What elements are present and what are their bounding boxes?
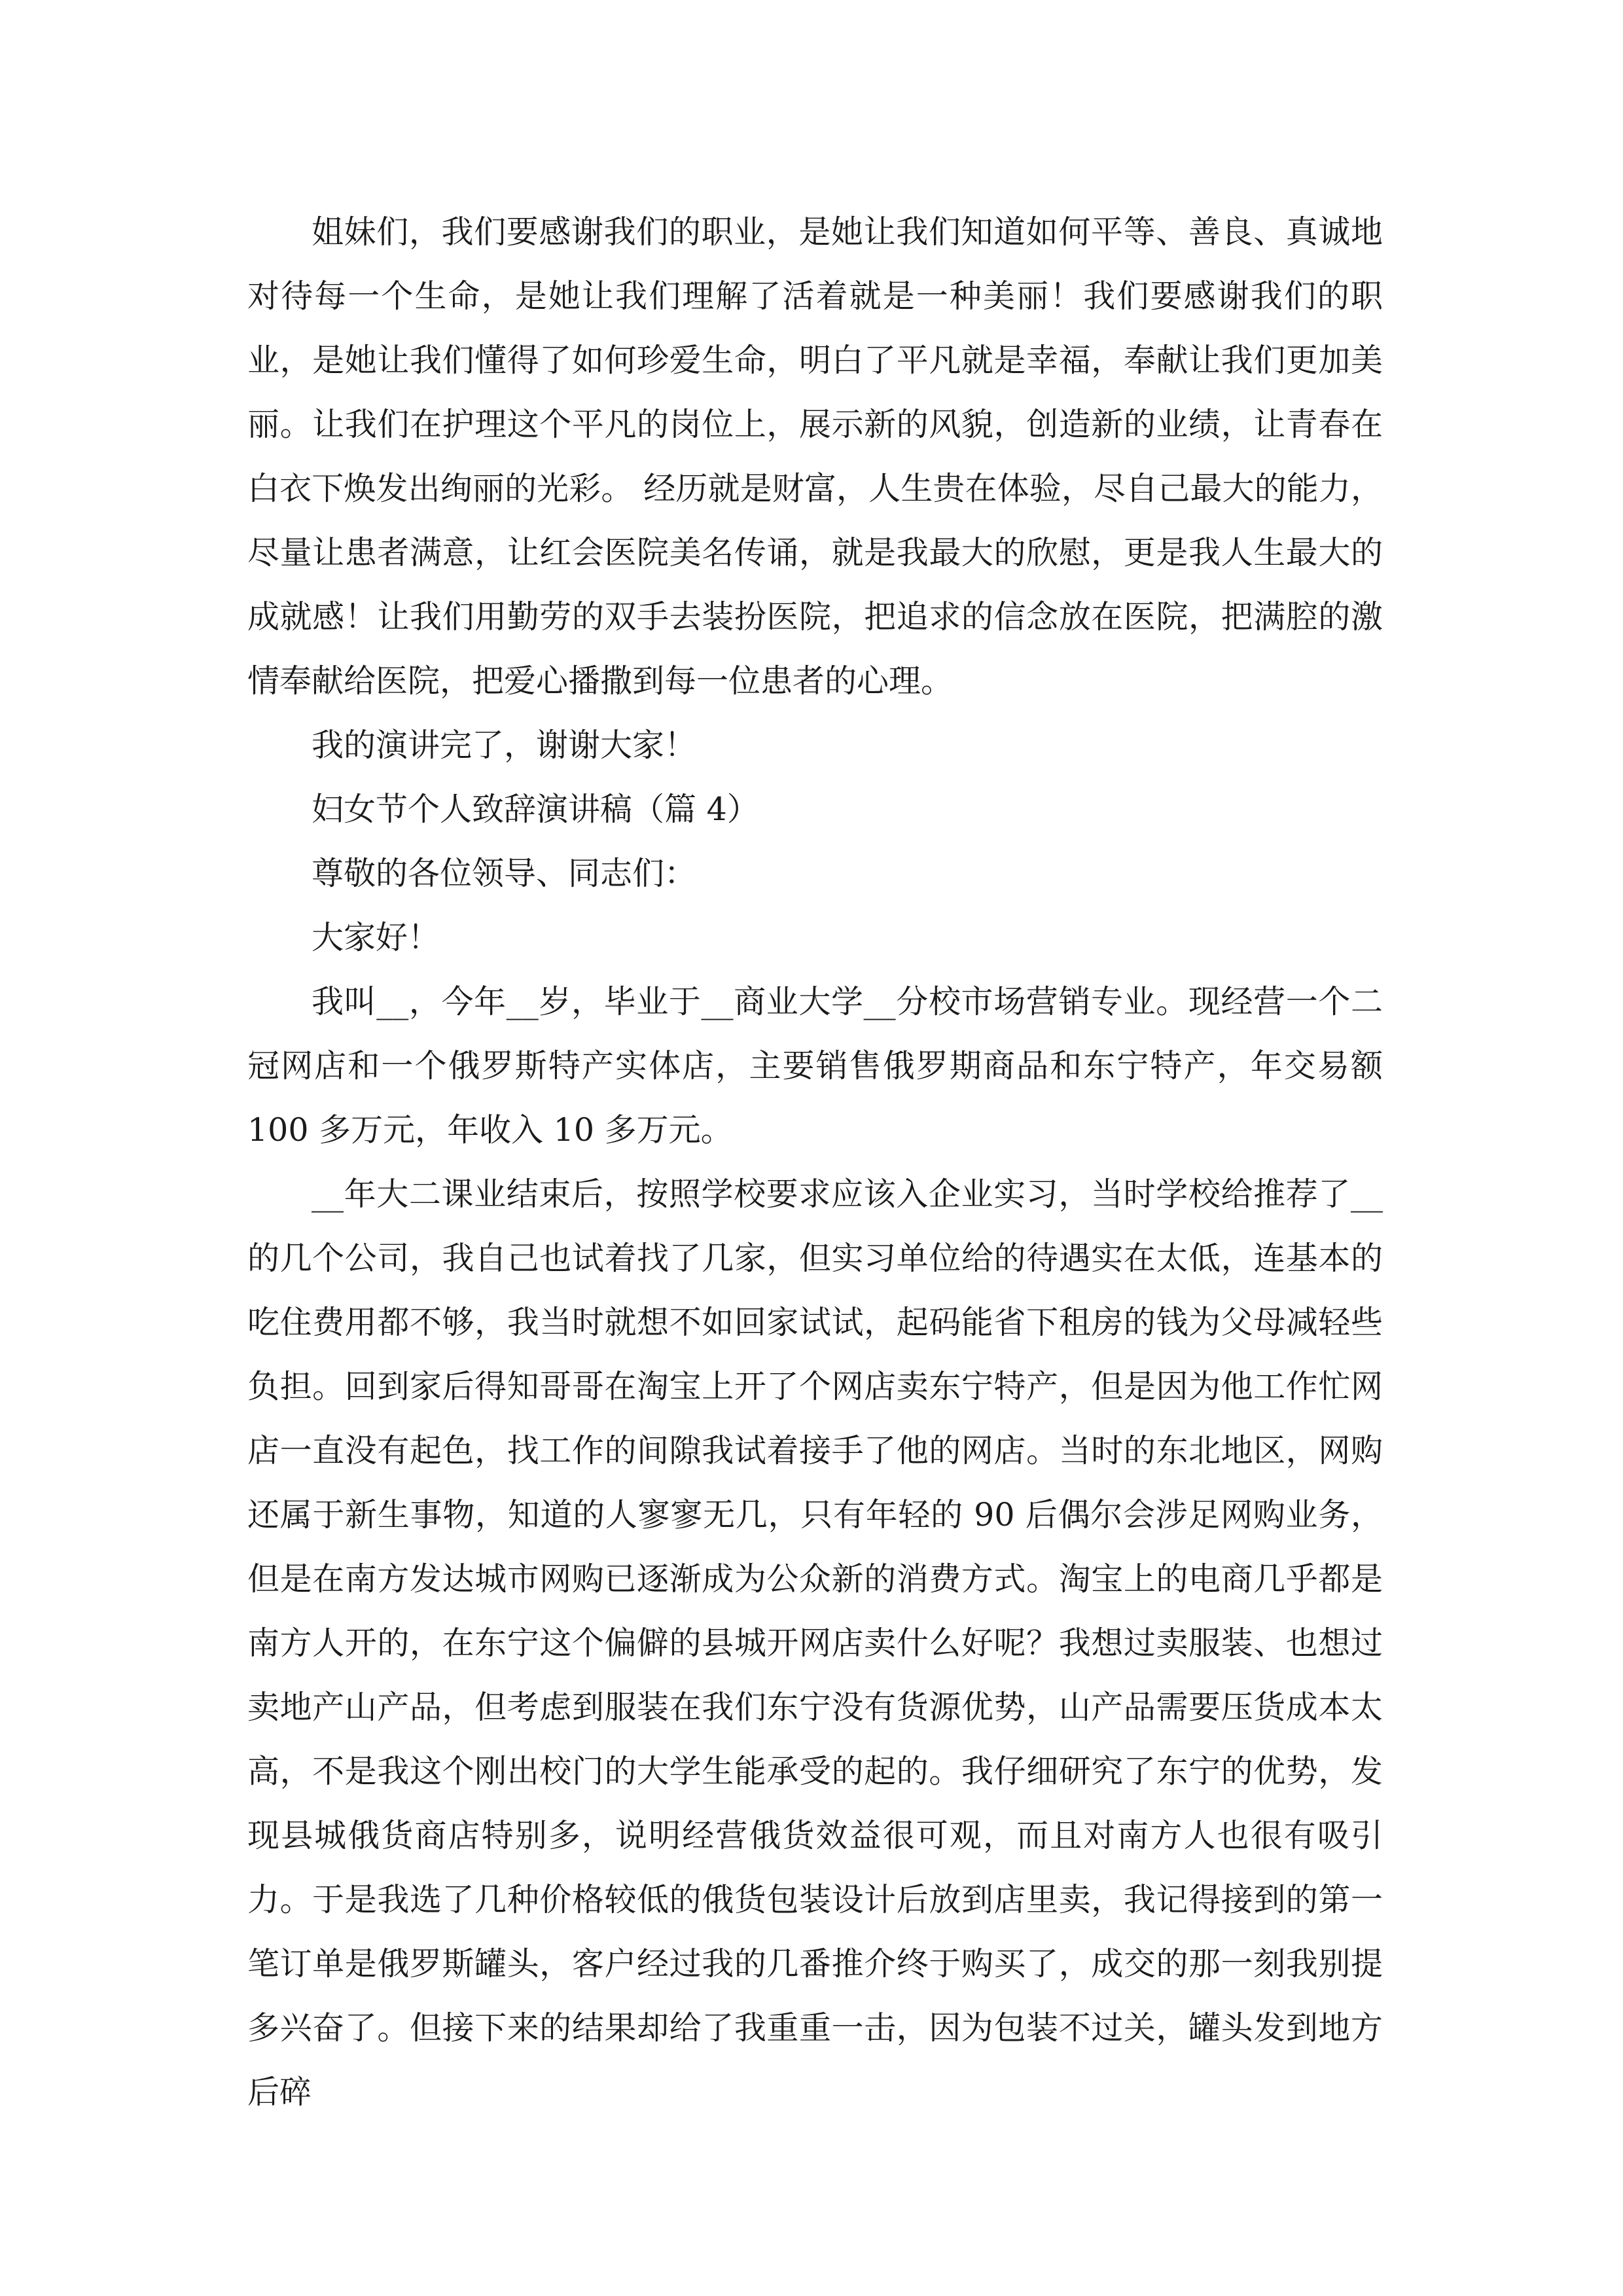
paragraph-introduction: 我叫__，今年__岁，毕业于__商业大学__分校市场营销专业。现经营一个二冠网店和一个俄罗斯特产实体店，主要销售俄罗期商品和东宁特产，年交易额 100 多万元，年收入 10 多万元。: [247, 983, 1383, 1149]
section-title: 妇女节个人致辞演讲稿（篇 4）: [312, 791, 759, 828]
paragraph-story: __年大二课业结束后，按照学校要求应该入企业实习，当时学校给推荐了__的几个公司，我自己也试着找了几家，但实习单位给的待遇实在太低，连基本的吃住费用都不够，我当时就想不如回家试试，起码能省下租房的钱为父母减轻些负担。回到家后得知哥哥在淘宝上开了个网店卖东宁特产，但是因为他工作忙网店一直没有起色，找工作的间隙我试着接手了他的网店。当时的东北地区，网购还属于新生事物，知道的人寥寥无几，只有年轻的 90 后偶尔会涉足网购业务，但是在南方发达城市网购已逐渐成为公众新的消费方式。淘宝上的电商几乎都是南方人开的，在东宁这个偏僻的县城开网店卖什么好呢？我想过卖服装、也想过卖地产山产品，但考虑到服装在我们东宁没有货源优势，山产品需要压货成本太高，不是我这个刚出校门的大学生能承受的起的。我仔细研究了东宁的优势，发现县城俄货商店特别多，说明经营俄货效益很可观，而且对南方人也很有吸引力。于是我选了几种价格较低的俄货包装设计后放到店里卖，我记得接到的第一笔订单是俄罗斯罐头，客户经过我的几番推介终于购买了，成交的那一刻我别提多兴奋了。但接下来的结果却给了我重重一击，因为包装不过关，罐头发到地方后碎: [247, 1175, 1383, 2111]
document-body: [247, 200, 1383, 2125]
salutation: 尊敬的各位领导、同志们：: [312, 855, 697, 892]
paragraph-thanks: 我的演讲完了，谢谢大家！: [312, 726, 697, 764]
greeting: 大家好！: [312, 919, 440, 956]
paragraph-closing-remarks: 姐妹们，我们要感谢我们的职业，是她让我们知道如何平等、善良、真诚地对待每一个生命，是她让我们理解了活着就是一种美丽！我们要感谢我们的职业，是她让我们懂得了如何珍爱生命，明白了平凡就是幸福，奉献让我们更加美丽。让我们在护理这个平凡的岗位上，展示新的风貌，创造新的业绩，让青春在白衣下焕发出绚丽的光彩。 经历就是财富，人生贵在体验，尽自己最大的能力，尽量让患者满意，让红会医院美名传诵，就是我最大的欣慰，更是我人生最大的成就感！让我们用勤劳的双手去装扮医院，把追求的信念放在医院，把满腔的激情奉献给医院，把爱心播撒到每一位患者的心理。: [247, 213, 1383, 700]
